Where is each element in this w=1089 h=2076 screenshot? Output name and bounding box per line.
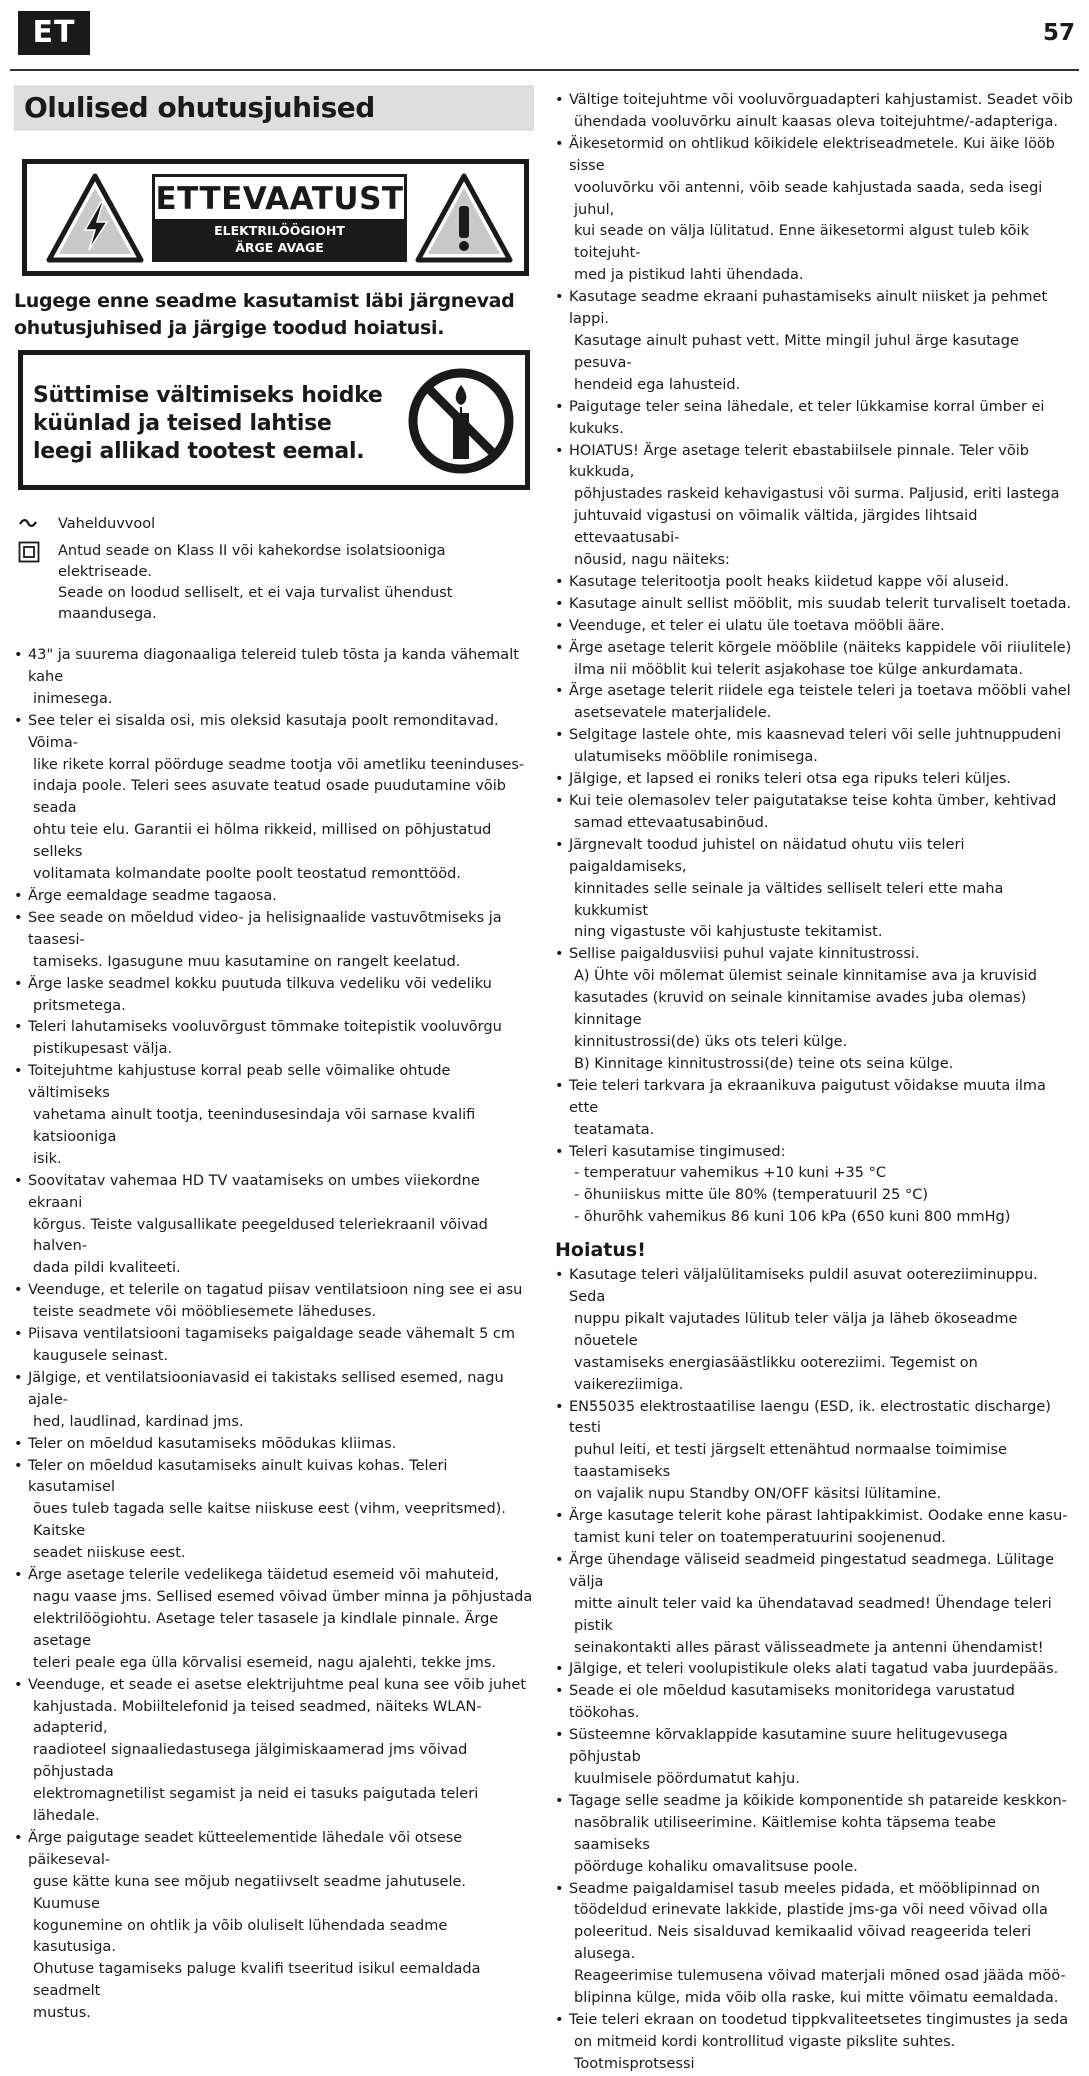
list-item-line: seadet niiskuse eest. (33, 1545, 186, 1562)
list-item (555, 1659, 1075, 1681)
list-item (555, 1142, 1075, 1230)
list-item-line: pistikupesast välja. (33, 1041, 173, 1058)
caution-subtitle (155, 219, 404, 259)
list-item (14, 1828, 534, 2025)
list-item (555, 1550, 1075, 1660)
candle-warning-line: leegi allikad tootest eemal. (33, 439, 365, 464)
list-item-line: • Süsteemne kõrvaklappide kasutamine suure helitugevusega põhjustab (569, 1727, 1008, 1766)
list-item (555, 835, 1075, 945)
read-first-notice (14, 288, 534, 342)
list-item (14, 1565, 534, 1675)
class2-description (58, 541, 534, 625)
list-item-line: raadioteel signaaliedastusega jälgimiskaamerad jms võivad põhjustada (33, 1742, 468, 1781)
list-item (14, 908, 534, 974)
list-item-line: • Ärge paigutage seadet kütteelementide lähedale või otsese päikeseval- (28, 1829, 463, 1868)
list-item (555, 1265, 1075, 1396)
exclamation-warning-icon (414, 172, 514, 264)
list-item (14, 711, 534, 886)
list-item-line: puhul leiti, et testi järgselt ettenähtud normaalse toimimise taastamiseks (574, 1442, 1007, 1481)
list-item-line: • Jälgige, et lapsed ei roniks teleri otsa ega ripuks teleri küljes. (569, 771, 1012, 788)
read-first-line: ohutusjuhised ja järgige toodud hoiatusi. (14, 317, 445, 339)
class2-symbol-row (14, 541, 534, 625)
candle-warning-line: küünlad ja teised lahtise (33, 411, 332, 436)
list-item-line: ilma nii mööblit kui telerit asjakohase toe külge ankurdamata. (574, 661, 1024, 678)
page-number: 57 (1042, 20, 1075, 46)
list-item (555, 572, 1075, 594)
list-item-line: • Sellise paigaldusviisi puhul vajate kinnitustrossi. (569, 946, 920, 963)
list-item (555, 791, 1075, 835)
list-item-line: • Jälgige, et ventilatsiooniavasid ei takistaks sellised esemed, nagu ajale- (28, 1369, 504, 1408)
list-item (555, 944, 1075, 1075)
list-item-line: • Ärge asetage telerit kõrgele mööblile (näiteks kappidele või riiulitele) (569, 639, 1072, 656)
list-item (14, 1324, 534, 1368)
list-item-line: indaja poole. Teleri sees asuvate teatud osade puudutamine võib seada (33, 778, 507, 817)
list-item-line: teleri peale ega ülla kõrvalisi esemeid, nagu ajalehti, tekke jms. (33, 1654, 497, 1671)
list-item-line: - temperatuur vahemikus +10 kuni +35 °C (574, 1165, 886, 1182)
list-item-line: • Kui teie olemasolev teler paigutatakse teise kohta ümber, kehtivad (569, 793, 1057, 809)
list-item-line: elektrilöögiohtu. Asetage teler tasasele ja kindlale pinnale. Ärge asetage (33, 1610, 499, 1649)
list-item (14, 1456, 534, 1566)
list-item-line: kui seade on välja lülitatud. Enne äikesetormi algust tuleb kõik toitejuht- (574, 223, 1029, 262)
list-item (14, 1171, 534, 1281)
list-item-line: med ja pistikud lahti ühendada. (574, 267, 804, 284)
list-item-line: • Veenduge, et telerile on tagatud piisav ventilatsioon ning see ei asu (28, 1282, 523, 1299)
list-item-line: tamist kuni teler on toatemperatuurini soojenenud. (574, 1530, 946, 1546)
list-item-line: • HOIATUS! Ärge asetage telerit ebastabiilsele pinnale. Teler võib kukkuda, (569, 442, 1029, 481)
list-item-line: nasõbralik utiliseerimine. Käitlemise kohta täpsema teabe saamiseks (574, 1814, 997, 1853)
list-item-line: - õhuniiskus mitte üle 80% (temperatuuril 25 °C) (574, 1187, 928, 1204)
list-item-line: nagu vaase jms. Sellised esemed võivad ümber minna ja põhjustada (33, 1588, 533, 1605)
list-item (14, 1017, 534, 1061)
list-item-line: ning vigastuste või kahjustuste tekitamist. (574, 924, 883, 941)
list-item-line: • Seade ei ole mõeldud kasutamiseks monitoridega varustatud töökohas. (569, 1683, 1015, 1722)
list-item-line: • Jälgige, et teleri voolupistikule oleks alati tagatud vaba juurdepääs. (569, 1661, 1059, 1678)
list-item-line: • Järgnevalt toodud juhistel on näidatud ohutu viis teleri paigaldamiseks, (569, 836, 965, 875)
list-item-line: mustus. (33, 2005, 91, 2022)
list-item-line: • Ärge asetage telerile vedelikega täidetud esemeid või mahuteid, (28, 1567, 499, 1584)
list-item-line: • Ärge laske seadmel kokku puutuda tilkuva vedeliku või vedeliku (28, 975, 492, 992)
list-item-line: asetsevatele materjalidele. (574, 705, 772, 722)
list-item (555, 90, 1075, 134)
list-item-line: • Teleri kasutamise tingimused: (569, 1143, 786, 1160)
list-item-line: tamiseks. Igasugune muu kasutamine on rangelt keelatud. (33, 953, 461, 970)
list-item-line: kinnitustrossi(de) üks ots teleri külge. (574, 1033, 848, 1050)
list-item-line: hendeid ega lahusteid. (574, 376, 741, 393)
list-item-line: • Teie teleri tarkvara ja ekraanikuva paigutust võidakse muuta ilma ette (569, 1077, 1046, 1116)
list-item (555, 2010, 1075, 2076)
list-item-line: • Paigutage teler seina lähedale, et teler lükkamise korral ümber ei kukuks. (569, 398, 1045, 437)
list-item-line: kasutades (kruvid on seinale kinnitamise avades juba olemas) kinnitage (574, 990, 1027, 1029)
list-item (555, 134, 1075, 287)
list-item-line: guse kätte kuna see mõjub negatiivselt seadme jahutusele. Kuumuse (33, 1873, 467, 1912)
list-item-line: • Veenduge, et seade ei asetse elektrijuhtme peal kuna see võib juhet (28, 1676, 527, 1693)
list-item-line: • Selgitage lastele ohte, mis kaasnevad teleri või selle juhtnuppudeni (569, 727, 1062, 744)
list-item-line: • Teleri lahutamiseks vooluvõrgust tõmmake toitepistik vooluvõrgu (28, 1019, 502, 1036)
list-item-line: seinakontakti alles pärast välisseadmete ja antenni ühendamist! (574, 1639, 1044, 1656)
list-item-line: - õhurõhk vahemikus 86 kuni 106 kPa (650 kuni 800 mmHg) (574, 1209, 1011, 1226)
list-item-line: • Vältige toitejuhtme või vooluvõrguadapteri kahjustamist. Seadet võib (569, 92, 1073, 108)
list-item-line: vooluvõrku või antenni, võib seade kahjustada saada, seda isegi juhul, (574, 179, 1043, 218)
list-item-line: ulatumiseks mööblile ronimisega. (574, 749, 818, 766)
list-item (555, 441, 1075, 572)
list-item-line: ohtu teie elu. Garantii ei hõlma rikkeid, millised on põhjustatud selleks (33, 822, 492, 861)
list-item (555, 1076, 1075, 1142)
list-item-line: • Ärge eemaldage seadme tagaosa. (28, 887, 277, 904)
language-badge: ET (18, 11, 90, 55)
list-item (555, 594, 1075, 616)
warning-heading: Hoiatus! (555, 1239, 646, 1262)
list-item-line: • Kasutage ainult sellist mööblit, mis suudab telerit turvaliselt toetada. (569, 595, 1072, 612)
list-item (14, 1675, 534, 1828)
list-item-line: kuulmisele pöördumatut kahju. (574, 1770, 800, 1787)
list-item-line: hed, laudlinad, kardinad jms. (33, 1413, 244, 1430)
section-title: Olulised ohutusjuhised (14, 85, 534, 131)
list-item-line: samad ettevaatusabinõud. (574, 814, 769, 831)
list-item-line: ühendada vooluvõrku ainult kaasas oleva toitejuhtme/-adapteriga. (574, 113, 1058, 130)
list-item-line: • Kasutage teleri väljalülitamiseks puldil asuvat ootereziiminuppu. Seda (569, 1267, 1038, 1306)
list-item-line: õues tuleb tagada selle kaitse niiskuse eest (vihm, veepritsmed). Kaitske (33, 1501, 506, 1540)
list-item-line: inimesega. (33, 690, 113, 707)
list-item-line: pöörduge kohaliku omavalitsuse poole. (574, 1858, 858, 1875)
right-column (555, 90, 1075, 2076)
list-item-line: • Ärge ühendage väliseid seadmeid pingestatud seadmega. Lülitage välja (569, 1551, 1055, 1590)
list-item (555, 287, 1075, 397)
list-item-line: dada pildi kvaliteeti. (33, 1260, 181, 1277)
list-item-line: nuppu pikalt vajutades lülitub teler välja ja läheb ökoseadme nõuetele (574, 1310, 1018, 1349)
list-item-line: • See teler ei sisalda osi, mis oleksid kasutaja poolt remonditavad. Võima- (28, 712, 499, 751)
class2-line: Seade on loodud selliselt, et ei vaja turvalist ühendust (58, 585, 453, 601)
list-item-line: • Tagage selle seadme ja kõikide komponentide sh patareide keskkon- (569, 1792, 1067, 1809)
list-item (555, 725, 1075, 769)
class2-line: Antud seade on Klass II või kahekordse isolatsiooniga elektriseade. (58, 543, 446, 580)
list-item (555, 397, 1075, 441)
list-item-line: A) Ühte või mõlemat ülemist seinale kinnitamise ava ja kruvisid (574, 968, 1037, 985)
list-item-line: • See seade on mõeldud video- ja helisignaalide vastuvõtmiseks ja taasesi- (28, 909, 502, 948)
list-item-line: • EN55035 elektrostaatilise laengu (ESD, ik. electrostatic discharge) testi (569, 1398, 1051, 1437)
list-item (555, 1397, 1075, 1507)
list-item-line: • Toitejuhtme kahjustuse korral peab selle võimalike ohtude vältimiseks (28, 1063, 451, 1102)
electric-shock-warning-icon (45, 172, 145, 264)
list-item-line: teiste seadmete või mööbliesemete läheduses. (33, 1304, 377, 1321)
list-item-line: teatamata. (574, 1121, 655, 1138)
list-item-line: kahjustada. Mobiiltelefonid ja teised seadmed, näiteks WLAN-adapterid, (33, 1698, 482, 1737)
warning-list (555, 1265, 1075, 2076)
list-item (14, 1061, 534, 1171)
list-item-line: vastamiseks energiasäästlikku ootereziimi. Tegemist on vaikereziimiga. (574, 1354, 978, 1393)
list-item (555, 1725, 1075, 1791)
list-item-line: • Ärge asetage telerit riidele ega teistele teleri ja toetava mööbli vahel (569, 683, 1071, 700)
ac-symbol-row (14, 514, 534, 535)
list-item-line: pritsmetega. (33, 997, 126, 1014)
list-item (14, 886, 534, 908)
list-item-line: elektromagnetilist segamist ja neid ei tasuks paigutada teleri lähedale. (33, 1786, 479, 1825)
list-item-line: Reageerimise tulemusena võivad materjali mõned osad jääda möö- (574, 1968, 1066, 1985)
list-item-line: • Teler on mõeldud kasutamiseks ainult kuivas kohas. Teleri kasutamisel (28, 1457, 448, 1496)
list-item-line: • Kasutage seadme ekraani puhastamiseks ainult niisket ja pehmet lappi. (569, 289, 1048, 328)
list-item (14, 1280, 534, 1324)
list-item-line: Ohutuse tagamiseks paluge kvalifi tseeritud isikul eemaldada seadmelt (33, 1961, 481, 2000)
list-item-line: põhjustades raskeid kehavigastusi või surma. Paljusid, eriti lastega (574, 486, 1060, 503)
class2-line: maandusega. (58, 606, 157, 622)
no-candle-icon (407, 367, 515, 475)
list-item-line: poleeritud. Neis sisalduvad kemikaalid võivad reageerida teleri alusega. (574, 1924, 1032, 1963)
list-item-line: mitte ainult teler vaid ka ühendatavad seadmed! Ühendage teleri pistik (574, 1595, 1052, 1634)
list-item (555, 769, 1075, 791)
list-item-line: kogunemine on ohtlik ja võib oluliselt lühendada seadme kasutusiga. (33, 1917, 448, 1956)
list-item (555, 1791, 1075, 1879)
list-item-line: on mitmeid kordi kontrollitud vigaste pikslite suhtes. Tootmisprotsessi (574, 2033, 956, 2072)
list-item (14, 645, 534, 711)
caution-line-1: ELEKTRILÖÖGIOHT (214, 223, 345, 238)
candle-warning-line: Süttimise vältimiseks hoidke (33, 383, 383, 408)
read-first-line: Lugege enne seadme kasutamist läbi järgnevad (14, 290, 515, 312)
ac-symbol-label: Vahelduvvool (58, 516, 156, 532)
caution-title: ETTEVAATUST (155, 181, 404, 217)
list-item (555, 681, 1075, 725)
list-item (14, 1434, 534, 1456)
list-item-line: • Äikesetormid on ohtlikud kõikidele elektriseadmetele. Kui äike lööb sisse (569, 135, 1056, 174)
candle-warning-box (18, 350, 530, 490)
list-item-line: • Ärge kasutage telerit kohe pärast lahtipakkimist. Oodake enne kasu- (569, 1508, 1068, 1525)
list-item-line: blipinna külge, mida võib olla raske, kui mitte võimatu eemaldada. (574, 1990, 1059, 2007)
list-item-line: • Veenduge, et teler ei ulatu üle toetava mööbli ääre. (569, 617, 945, 634)
list-item (14, 974, 534, 1018)
list-item (555, 1681, 1075, 1725)
candle-warning-text (33, 382, 383, 466)
right-safety-list (555, 90, 1075, 1229)
list-item-line: B) Kinnitage kinnitustrossi(de) teine ots seina külge. (574, 1055, 954, 1072)
list-item-line: • Soovitatav vahemaa HD TV vaatamiseks on umbes viiekordne ekraani (28, 1172, 480, 1211)
list-item-line: nõusid, nagu näiteks: (574, 552, 730, 569)
list-item-line: kõrgus. Teiste valgusallikate peegeldused teleriekraanil võivad halven- (33, 1216, 488, 1255)
list-item (555, 1506, 1075, 1550)
left-safety-list (14, 645, 534, 2025)
list-item (555, 638, 1075, 682)
list-item-line: • Piisava ventilatsiooni tagamiseks paigaldage seade vähemalt 5 cm (28, 1326, 516, 1343)
caution-center-panel (152, 174, 407, 262)
left-column (14, 85, 534, 2025)
caution-label (22, 159, 529, 276)
list-item-line: isik. (33, 1150, 62, 1167)
list-item (555, 616, 1075, 638)
list-item-line: töödeldud erinevate lakkide, plastide jms-ga või need võivad olla (574, 1902, 1048, 1919)
list-item (14, 1368, 534, 1434)
list-item-line: vahetama ainult tootja, teenindusesindaja või sarnase kvalifi katsiooniga (33, 1107, 476, 1145)
list-item-line: • Teie teleri ekraan on toodetud tippkvaliteetsetes tingimustes ja seda (569, 2011, 1069, 2028)
list-item-line: kinnitades selle seinale ja vältides selliselt teleri ette maha kukkumist (574, 880, 1004, 919)
list-item-line: • 43" ja suurema diagonaaliga telereid tuleb tõsta ja kanda vähemalt kahe (28, 647, 519, 685)
list-item (555, 1879, 1075, 2010)
list-item-line: • Seadme paigaldamisel tasub meeles pidada, et mööblipinnad on (569, 1880, 1041, 1897)
list-item-line: Kasutage ainult puhast vett. Mitte mingil juhul ärge kasutage pesuva- (574, 332, 1019, 371)
list-item-line: • Teler on mõeldud kasutamiseks mõõdukas kliimas. (28, 1435, 397, 1452)
double-insulation-icon (18, 541, 40, 563)
list-item-line: on vajalik nupu Standby ON/OFF käsitsi lülitamine. (574, 1486, 942, 1503)
header-divider (10, 69, 1079, 71)
list-item-line: • Kasutage teleritootja poolt heaks kiidetud kappe või aluseid. (569, 573, 1009, 590)
alternating-current-icon (18, 514, 38, 532)
list-item-line: kaugusele seinast. (33, 1348, 169, 1364)
list-item-line: juhtuvaid vigastusi on võimalik vältida, järgides lihtsaid ettevaatusabi- (574, 508, 978, 547)
caution-line-2: ÄRGE AVAGE (235, 240, 324, 255)
list-item-line: like rikete korral pöörduge seadme tootja või ametliku teeninduses- (33, 756, 525, 773)
list-item-line: volitamata kolmandate poolte poolt teostatud remonttööd. (33, 866, 461, 883)
